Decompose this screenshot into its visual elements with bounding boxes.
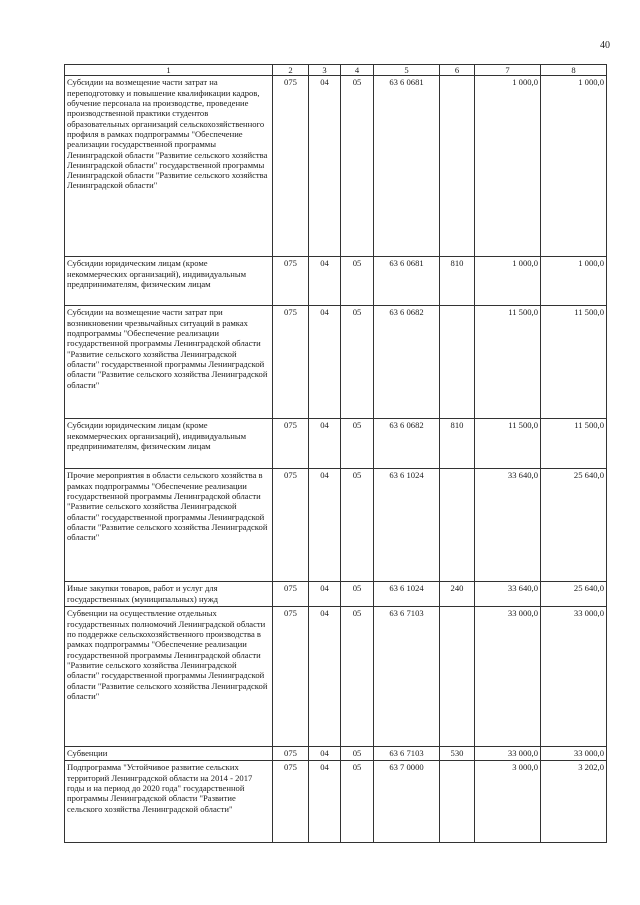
row-name: Субсидии юридическим лицам (кроме некоммерческих организаций), индивидуальным предпринимателям, физическим лицам xyxy=(65,419,273,469)
cell-target: 63 6 0681 xyxy=(374,257,440,306)
cell-ministry: 075 xyxy=(273,469,309,582)
cell-target: 63 6 1024 xyxy=(374,469,440,582)
cell-target: 63 6 7103 xyxy=(374,607,440,747)
cell-section: 04 xyxy=(309,747,341,761)
cell-subsection: 05 xyxy=(341,607,374,747)
cell-target: 63 6 0682 xyxy=(374,419,440,469)
cell-section: 04 xyxy=(309,761,341,843)
row-name: Субсидии на возмещение части затрат на переподготовку и повышение квалификации кадров, обучение персонала на производстве, проведение производственной практики студентов образовательных организаций сельскохозяйственного профиля в рамках подпрограммы "Обеспечение реализации государственной программы Ленинградской области "Развитие сельского хозяйства Ленинградской области" государственной программы Ленинградской области "Развитие сельского хозяйства Ленинградской области" xyxy=(65,76,273,257)
cell-ministry: 075 xyxy=(273,761,309,843)
table-row xyxy=(65,469,607,582)
cell-subsection: 05 xyxy=(341,761,374,843)
column-header: 3 xyxy=(309,65,341,76)
cell-subsection: 05 xyxy=(341,257,374,306)
cell-target: 63 6 0682 xyxy=(374,306,440,419)
cell-amount-2: 11 500,0 xyxy=(541,419,607,469)
cell-expense-type xyxy=(440,76,475,257)
cell-amount-2: 25 640,0 xyxy=(541,582,607,607)
cell-amount-2: 3 202,0 xyxy=(541,761,607,843)
cell-amount-1: 33 000,0 xyxy=(475,607,541,747)
cell-amount-2: 1 000,0 xyxy=(541,76,607,257)
cell-subsection: 05 xyxy=(341,582,374,607)
cell-amount-1: 1 000,0 xyxy=(475,76,541,257)
budget-table xyxy=(64,64,607,843)
cell-expense-type xyxy=(440,607,475,747)
row-name: Прочие мероприятия в области сельского хозяйства в рамках подпрограммы "Обеспечение реализации государственной программы Ленинградской области "Развитие сельского хозяйства Ленинградской области" государственной программы Ленинградской области "Развитие сельского хозяйства Ленинградской области" xyxy=(65,469,273,582)
cell-subsection: 05 xyxy=(341,469,374,582)
cell-amount-2: 33 000,0 xyxy=(541,607,607,747)
column-header: 7 xyxy=(475,65,541,76)
cell-amount-1: 33 000,0 xyxy=(475,747,541,761)
cell-amount-1: 33 640,0 xyxy=(475,469,541,582)
table-row xyxy=(65,582,607,607)
row-name: Подпрограмма "Устойчивое развитие сельских территорий Ленинградской области на 2014 - 2017 годы и на период до 2020 года" государственной программы Ленинградской области "Развитие сельского хозяйства Ленинградской области" xyxy=(65,761,273,843)
cell-section: 04 xyxy=(309,607,341,747)
cell-section: 04 xyxy=(309,76,341,257)
cell-ministry: 075 xyxy=(273,76,309,257)
column-header: 1 xyxy=(65,65,273,76)
column-header: 4 xyxy=(341,65,374,76)
cell-expense-type: 810 xyxy=(440,419,475,469)
table-row xyxy=(65,761,607,843)
cell-amount-1: 1 000,0 xyxy=(475,257,541,306)
cell-expense-type: 240 xyxy=(440,582,475,607)
table-row xyxy=(65,76,607,257)
row-name: Иные закупки товаров, работ и услуг для государственных (муниципальных) нужд xyxy=(65,582,273,607)
cell-section: 04 xyxy=(309,257,341,306)
cell-subsection: 05 xyxy=(341,76,374,257)
row-name: Субсидии на возмещение части затрат при возникновении чрезвычайных ситуаций в рамках подпрограммы "Обеспечение реализации государственной программы Ленинградской области "Развитие сельского хозяйства Ленинградской области" государственной программы Ленинградской области "Развитие сельского хозяйства Ленинградской области" xyxy=(65,306,273,419)
cell-expense-type xyxy=(440,306,475,419)
cell-section: 04 xyxy=(309,419,341,469)
cell-ministry: 075 xyxy=(273,582,309,607)
page-number: 40 xyxy=(600,40,610,51)
column-header: 6 xyxy=(440,65,475,76)
cell-amount-2: 11 500,0 xyxy=(541,306,607,419)
cell-subsection: 05 xyxy=(341,306,374,419)
cell-ministry: 075 xyxy=(273,607,309,747)
cell-amount-1: 3 000,0 xyxy=(475,761,541,843)
cell-amount-1: 11 500,0 xyxy=(475,419,541,469)
column-header: 5 xyxy=(374,65,440,76)
table-row xyxy=(65,419,607,469)
table-row xyxy=(65,306,607,419)
table-row xyxy=(65,257,607,306)
cell-section: 04 xyxy=(309,582,341,607)
cell-target: 63 7 0000 xyxy=(374,761,440,843)
column-header: 8 xyxy=(541,65,607,76)
cell-amount-1: 33 640,0 xyxy=(475,582,541,607)
column-number-row xyxy=(65,65,607,76)
cell-expense-type xyxy=(440,469,475,582)
cell-amount-2: 33 000,0 xyxy=(541,747,607,761)
cell-subsection: 05 xyxy=(341,747,374,761)
column-header: 2 xyxy=(273,65,309,76)
cell-amount-1: 11 500,0 xyxy=(475,306,541,419)
cell-ministry: 075 xyxy=(273,257,309,306)
cell-section: 04 xyxy=(309,306,341,419)
cell-expense-type: 530 xyxy=(440,747,475,761)
cell-amount-2: 1 000,0 xyxy=(541,257,607,306)
cell-target: 63 6 0681 xyxy=(374,76,440,257)
cell-expense-type xyxy=(440,761,475,843)
table-row xyxy=(65,747,607,761)
cell-ministry: 075 xyxy=(273,747,309,761)
cell-amount-2: 25 640,0 xyxy=(541,469,607,582)
row-name: Субвенции на осуществление отдельных государственных полномочий Ленинградской области по поддержке сельскохозяйственного производства в рамках подпрограммы "Обеспечение реализации государственной программы Ленинградской области "Развитие сельского хозяйства Ленинградской области" государственной программы Ленинградской области "Развитие сельского хозяйства Ленинградской области" xyxy=(65,607,273,747)
cell-subsection: 05 xyxy=(341,419,374,469)
cell-section: 04 xyxy=(309,469,341,582)
cell-ministry: 075 xyxy=(273,419,309,469)
cell-expense-type: 810 xyxy=(440,257,475,306)
row-name: Субвенции xyxy=(65,747,273,761)
row-name: Субсидии юридическим лицам (кроме некоммерческих организаций), индивидуальным предпринимателям, физическим лицам xyxy=(65,257,273,306)
cell-target: 63 6 1024 xyxy=(374,582,440,607)
cell-ministry: 075 xyxy=(273,306,309,419)
cell-target: 63 6 7103 xyxy=(374,747,440,761)
table-row xyxy=(65,607,607,747)
